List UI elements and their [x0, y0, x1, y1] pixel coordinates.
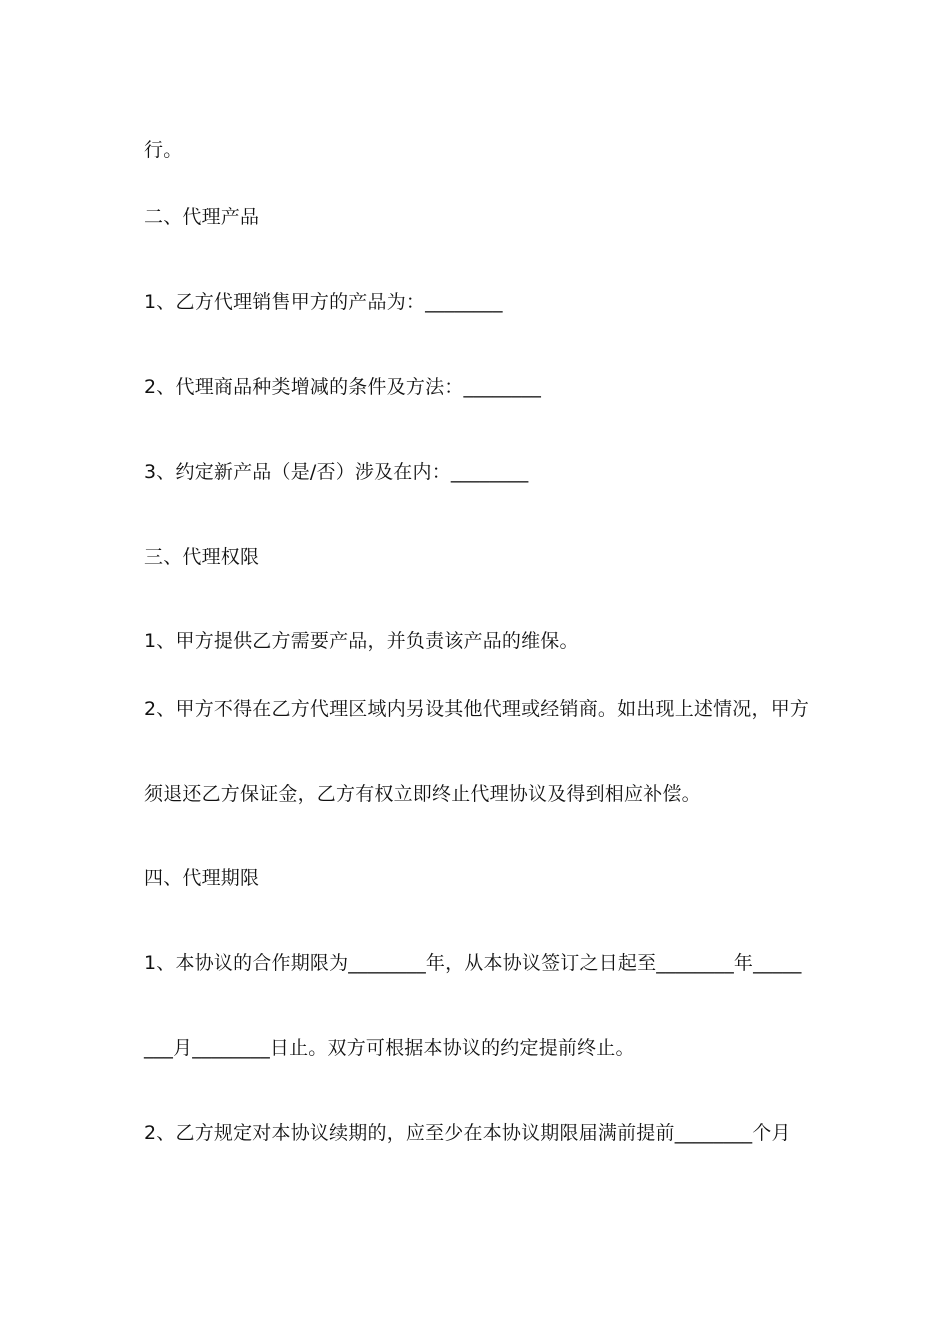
clause-product-change-conditions: 2、代理商品种类增减的条件及方法：________: [144, 376, 542, 398]
text-line-continuation: 行。: [144, 139, 183, 161]
clause-cooperation-term-line2: ___月________日止。双方可根据本协议的约定提前终止。: [144, 1037, 635, 1059]
clause-exclusive-territory-line2: 须退还乙方保证金，乙方有权立即终止代理协议及得到相应补偿。: [144, 783, 701, 805]
clause-exclusive-territory-line1: 2、甲方不得在乙方代理区域内另设其他代理或经销商。如出现上述情况，甲方: [144, 698, 810, 720]
clause-product-list: 1、乙方代理销售甲方的产品为：________: [144, 291, 503, 313]
section-heading-agency-authority: 三、代理权限: [144, 546, 260, 568]
clause-product-supply-maintenance: 1、甲方提供乙方需要产品，并负责该产品的维保。: [144, 630, 579, 652]
section-heading-agency-products: 二、代理产品: [144, 206, 260, 228]
clause-cooperation-term-line1: 1、本协议的合作期限为________年，从本协议签订之日起至________年_____: [144, 952, 802, 974]
clause-renewal-notice: 2、乙方规定对本协议续期的，应至少在本协议期限届满前提前________个月: [144, 1122, 791, 1144]
clause-new-products-included: 3、约定新产品（是/否）涉及在内：________: [144, 461, 529, 483]
section-heading-agency-term: 四、代理期限: [144, 867, 260, 889]
